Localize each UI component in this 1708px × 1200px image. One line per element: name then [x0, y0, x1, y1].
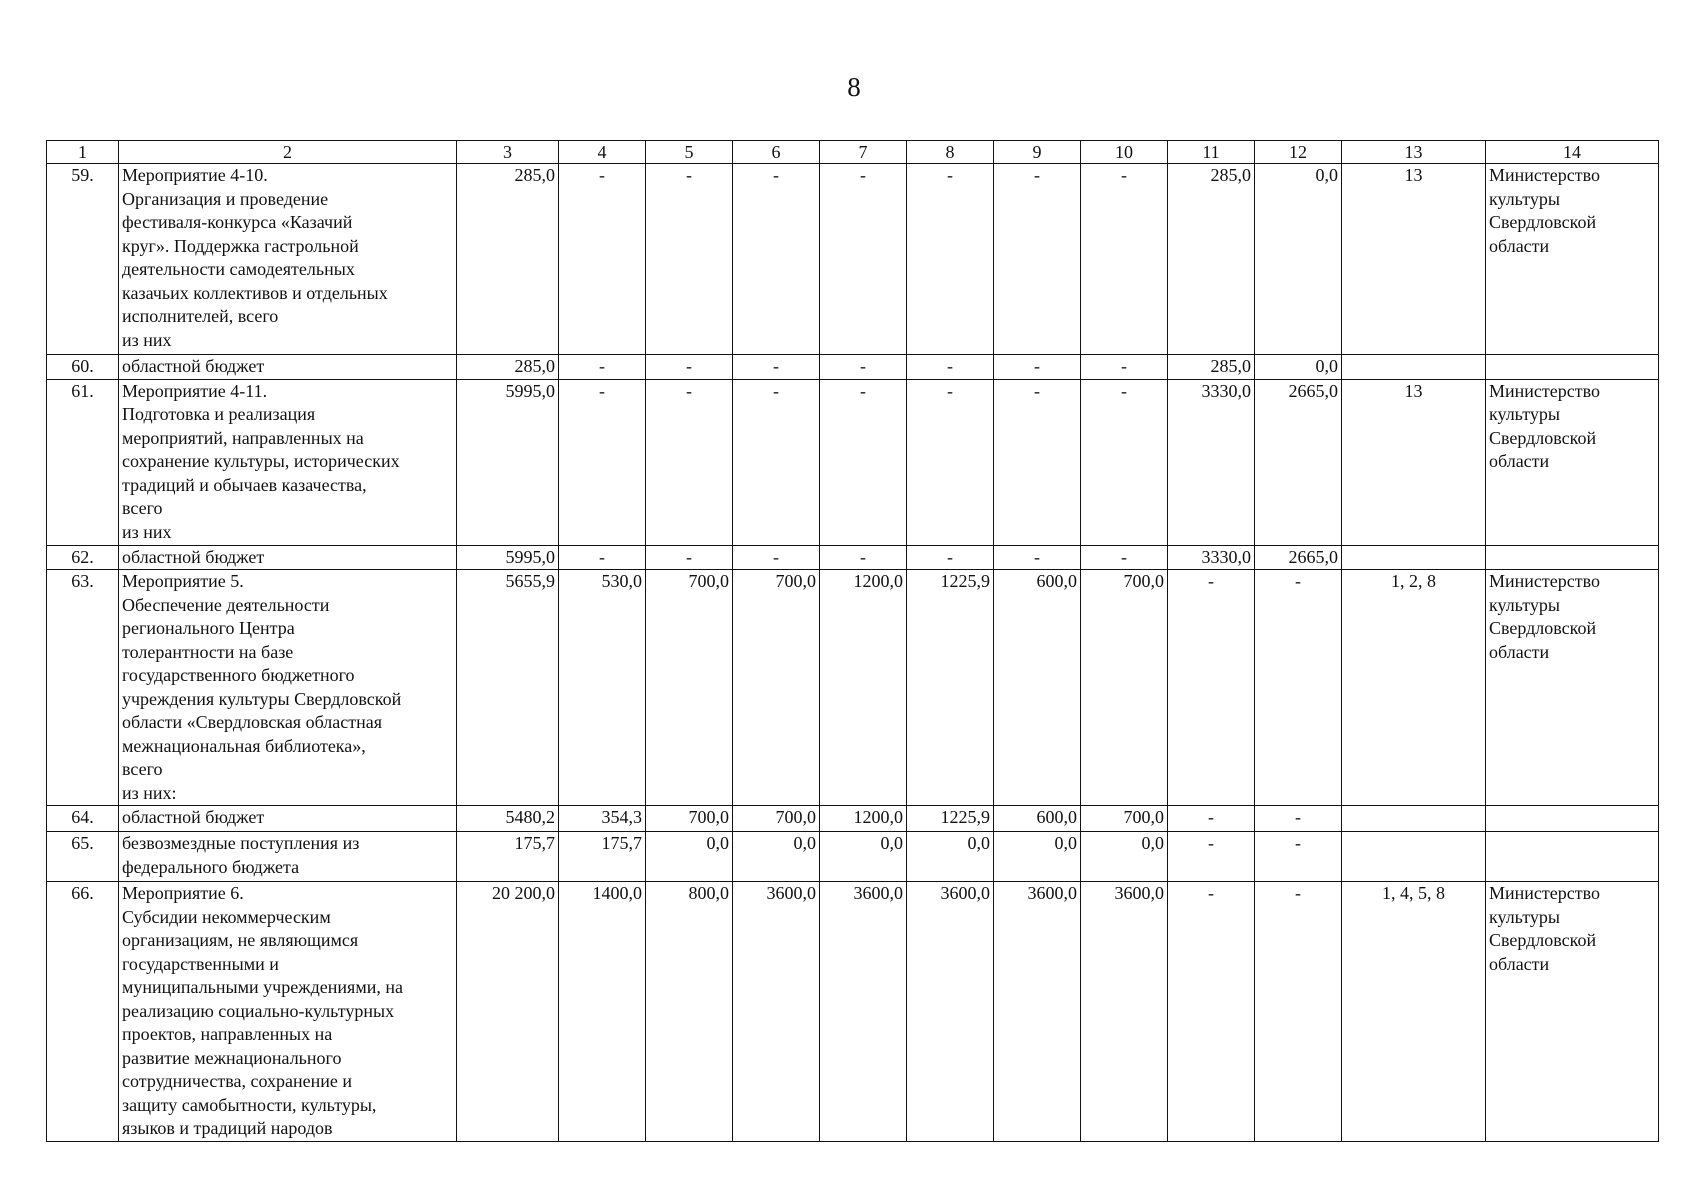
column-header: 6 [733, 141, 820, 164]
table-row [47, 355, 1659, 380]
target-indicator-cell [1342, 806, 1486, 832]
organization-line: Свердловской [1489, 930, 1597, 950]
value-cell: 700,0 [646, 570, 733, 806]
value-cell: 0,0 [907, 832, 994, 882]
organization-line: культуры [1489, 188, 1560, 209]
value-cell: - [820, 379, 907, 545]
value-cell: 285,0 [1168, 355, 1255, 380]
value-cell: 800,0 [646, 882, 733, 1142]
description-line: Организация и проведение [122, 188, 329, 209]
value-cell: - [733, 379, 820, 545]
value-cell: 3330,0 [1168, 379, 1255, 545]
description-line: проектов, направленных на [122, 1024, 333, 1044]
responsible-organization-cell [1486, 832, 1659, 882]
responsible-organization-cell [1486, 355, 1659, 380]
description-line: реализацию социально-культурных [122, 1000, 395, 1021]
value-cell: 285,0 [457, 355, 559, 380]
column-header: 8 [907, 141, 994, 164]
organization-line: Министерство [1489, 883, 1600, 903]
column-header: 7 [820, 141, 907, 164]
value-cell: - [1255, 832, 1342, 882]
organization-line: области [1489, 235, 1550, 256]
description-line: деятельности самодеятельных [122, 259, 355, 279]
column-header: 1 [47, 141, 119, 164]
responsible-organization-cell [1486, 379, 1659, 545]
table-body [47, 141, 1659, 1142]
table-row [47, 570, 1659, 806]
organization-line: Свердловской [1489, 427, 1597, 448]
value-cell: - [733, 545, 820, 570]
organization-line: области [1489, 953, 1550, 974]
description-line: муниципальными учреждениями, на [122, 977, 403, 997]
value-cell: - [820, 545, 907, 570]
value-cell: - [994, 379, 1081, 545]
value-cell: 600,0 [994, 570, 1081, 806]
value-cell: 700,0 [646, 806, 733, 832]
organization-line: культуры [1489, 404, 1560, 424]
responsible-organization-cell [1486, 545, 1659, 570]
organization-line: культуры [1489, 906, 1560, 927]
target-indicator-cell: 1, 2, 8 [1342, 570, 1486, 806]
column-header: 5 [646, 141, 733, 164]
column-header: 11 [1168, 141, 1255, 164]
description-line: Мероприятие 4-11. [122, 380, 268, 401]
description-line: области «Свердловская областная [122, 712, 383, 732]
value-cell: - [1255, 882, 1342, 1142]
value-cell: - [907, 379, 994, 545]
value-cell: 3600,0 [820, 882, 907, 1142]
description-line: Мероприятие 6. [122, 883, 244, 903]
responsible-organization-cell [1486, 882, 1659, 1142]
budget-table [46, 140, 1659, 1142]
value-cell: 700,0 [733, 570, 820, 806]
column-header: 10 [1081, 141, 1168, 164]
responsible-organization-cell [1486, 164, 1659, 355]
value-cell: - [994, 545, 1081, 570]
value-cell: 700,0 [733, 806, 820, 832]
row-number: 64. [47, 806, 119, 832]
value-cell: - [820, 355, 907, 380]
row-number: 66. [47, 882, 119, 1142]
value-cell: - [1168, 570, 1255, 806]
value-cell: 3600,0 [907, 882, 994, 1142]
value-cell: 5480,2 [457, 806, 559, 832]
value-cell: 5995,0 [457, 379, 559, 545]
row-description [119, 355, 457, 380]
description-line: областной бюджет [122, 807, 265, 827]
value-cell: - [1255, 570, 1342, 806]
description-line: безвозмездные поступления из [122, 833, 360, 853]
table-row [47, 832, 1659, 882]
value-cell: 2665,0 [1255, 379, 1342, 545]
column-header: 14 [1486, 141, 1659, 164]
description-line: традиций и обычаев казачества, [122, 474, 367, 495]
value-cell: - [907, 545, 994, 570]
value-cell: 354,3 [559, 806, 646, 832]
value-cell: - [559, 355, 646, 380]
value-cell: - [994, 164, 1081, 355]
table-row [47, 379, 1659, 545]
description-line: государственными и [122, 953, 279, 974]
value-cell: 700,0 [1081, 570, 1168, 806]
table-row [47, 164, 1659, 355]
description-line: регионального Центра [122, 618, 295, 638]
value-cell: - [559, 379, 646, 545]
value-cell: 1225,9 [907, 806, 994, 832]
value-cell: - [907, 355, 994, 380]
value-cell: 0,0 [646, 832, 733, 882]
value-cell: 3600,0 [733, 882, 820, 1142]
value-cell: 700,0 [1081, 806, 1168, 832]
value-cell: - [1081, 379, 1168, 545]
description-line: развитие межнационального [122, 1047, 342, 1068]
description-line: областной бюджет [122, 546, 265, 567]
target-indicator-cell: 13 [1342, 379, 1486, 545]
description-line: из них: [122, 782, 177, 803]
value-cell: - [994, 355, 1081, 380]
value-cell: 1200,0 [820, 570, 907, 806]
value-cell: 3330,0 [1168, 545, 1255, 570]
column-header: 12 [1255, 141, 1342, 164]
value-cell: - [646, 379, 733, 545]
page-number: 8 [847, 72, 861, 102]
value-cell: - [1168, 832, 1255, 882]
description-line: Подготовка и реализация [122, 404, 316, 424]
value-cell: - [1081, 355, 1168, 380]
row-description [119, 164, 457, 355]
value-cell: 1400,0 [559, 882, 646, 1142]
organization-line: Министерство [1489, 571, 1600, 591]
description-line: Мероприятие 4-10. [122, 165, 268, 185]
column-header: 2 [119, 141, 457, 164]
column-header: 4 [559, 141, 646, 164]
row-description [119, 570, 457, 806]
value-cell: - [733, 355, 820, 380]
value-cell: 285,0 [1168, 164, 1255, 355]
value-cell: 0,0 [1255, 164, 1342, 355]
row-description [119, 379, 457, 545]
organization-line: Свердловской [1489, 618, 1597, 638]
organization-line: области [1489, 641, 1550, 662]
description-line: сотрудничества, сохранение и [122, 1071, 353, 1091]
row-description [119, 545, 457, 570]
description-line: Мероприятие 5. [122, 571, 244, 591]
target-indicator-cell [1342, 355, 1486, 380]
table-row [47, 882, 1659, 1142]
description-line: фестиваля-конкурса «Казачий [122, 212, 353, 232]
value-cell: - [733, 164, 820, 355]
value-cell: - [559, 164, 646, 355]
value-cell: 285,0 [457, 164, 559, 355]
organization-line: культуры [1489, 594, 1560, 615]
description-line: исполнителей, всего [122, 306, 279, 326]
description-line: федерального бюджета [122, 856, 300, 877]
row-number: 60. [47, 355, 119, 380]
value-cell: - [646, 545, 733, 570]
column-header: 9 [994, 141, 1081, 164]
value-cell: - [646, 355, 733, 380]
row-description [119, 806, 457, 832]
value-cell: 530,0 [559, 570, 646, 806]
responsible-organization-cell [1486, 570, 1659, 806]
value-cell: - [1168, 806, 1255, 832]
row-number: 59. [47, 164, 119, 355]
description-line: сохранение культуры, исторических [122, 451, 400, 471]
description-line: Субсидии некоммерческим [122, 906, 331, 927]
value-cell: - [646, 164, 733, 355]
value-cell: 0,0 [994, 832, 1081, 882]
description-line: Обеспечение деятельности [122, 594, 330, 615]
description-line: областной бюджет [122, 356, 265, 376]
row-description [119, 832, 457, 882]
description-line: организациям, не являющимся [122, 930, 359, 950]
value-cell: 20 200,0 [457, 882, 559, 1142]
description-line: толерантности на базе [122, 641, 294, 662]
description-line: круг». Поддержка гастрольной [122, 235, 359, 256]
organization-line: Министерство [1489, 165, 1600, 185]
table-row [47, 545, 1659, 570]
value-cell: 175,7 [559, 832, 646, 882]
description-line: межнациональная библиотека», [122, 735, 366, 756]
value-cell: 1225,9 [907, 570, 994, 806]
description-line: защиту самобытности, культуры, [122, 1094, 377, 1115]
column-header: 13 [1342, 141, 1486, 164]
description-line: из них [122, 521, 172, 542]
row-number: 61. [47, 379, 119, 545]
value-cell: 0,0 [1255, 355, 1342, 380]
value-cell: 5655,9 [457, 570, 559, 806]
target-indicator-cell [1342, 832, 1486, 882]
table-row [47, 806, 1659, 832]
value-cell: 0,0 [733, 832, 820, 882]
value-cell: - [1168, 882, 1255, 1142]
organization-line: Свердловской [1489, 212, 1597, 232]
target-indicator-cell: 13 [1342, 164, 1486, 355]
description-line: государственного бюджетного [122, 665, 355, 685]
value-cell: 1200,0 [820, 806, 907, 832]
row-number: 62. [47, 545, 119, 570]
row-number: 63. [47, 570, 119, 806]
organization-line: Министерство [1489, 380, 1600, 401]
value-cell: - [907, 164, 994, 355]
target-indicator-cell [1342, 545, 1486, 570]
description-line: учреждения культуры Свердловской [122, 688, 402, 709]
description-line: всего [122, 498, 163, 518]
description-line: языков и традиций народов [122, 1118, 333, 1138]
value-cell: - [820, 164, 907, 355]
target-indicator-cell: 1, 4, 5, 8 [1342, 882, 1486, 1142]
value-cell: 3600,0 [1081, 882, 1168, 1142]
value-cell: - [559, 545, 646, 570]
value-cell: 0,0 [1081, 832, 1168, 882]
value-cell: - [1081, 164, 1168, 355]
description-line: казачьих коллективов и отдельных [122, 282, 388, 303]
organization-line: области [1489, 451, 1550, 471]
description-line: из них [122, 329, 172, 350]
value-cell: 600,0 [994, 806, 1081, 832]
row-number: 65. [47, 832, 119, 882]
row-description [119, 882, 457, 1142]
value-cell: 0,0 [820, 832, 907, 882]
description-line: всего [122, 759, 163, 779]
description-line: мероприятий, направленных на [122, 427, 364, 448]
value-cell: - [1255, 806, 1342, 832]
header-row [47, 141, 1659, 164]
column-header: 3 [457, 141, 559, 164]
value-cell: 2665,0 [1255, 545, 1342, 570]
responsible-organization-cell [1486, 806, 1659, 832]
value-cell: - [1081, 545, 1168, 570]
value-cell: 3600,0 [994, 882, 1081, 1142]
value-cell: 175,7 [457, 832, 559, 882]
value-cell: 5995,0 [457, 545, 559, 570]
